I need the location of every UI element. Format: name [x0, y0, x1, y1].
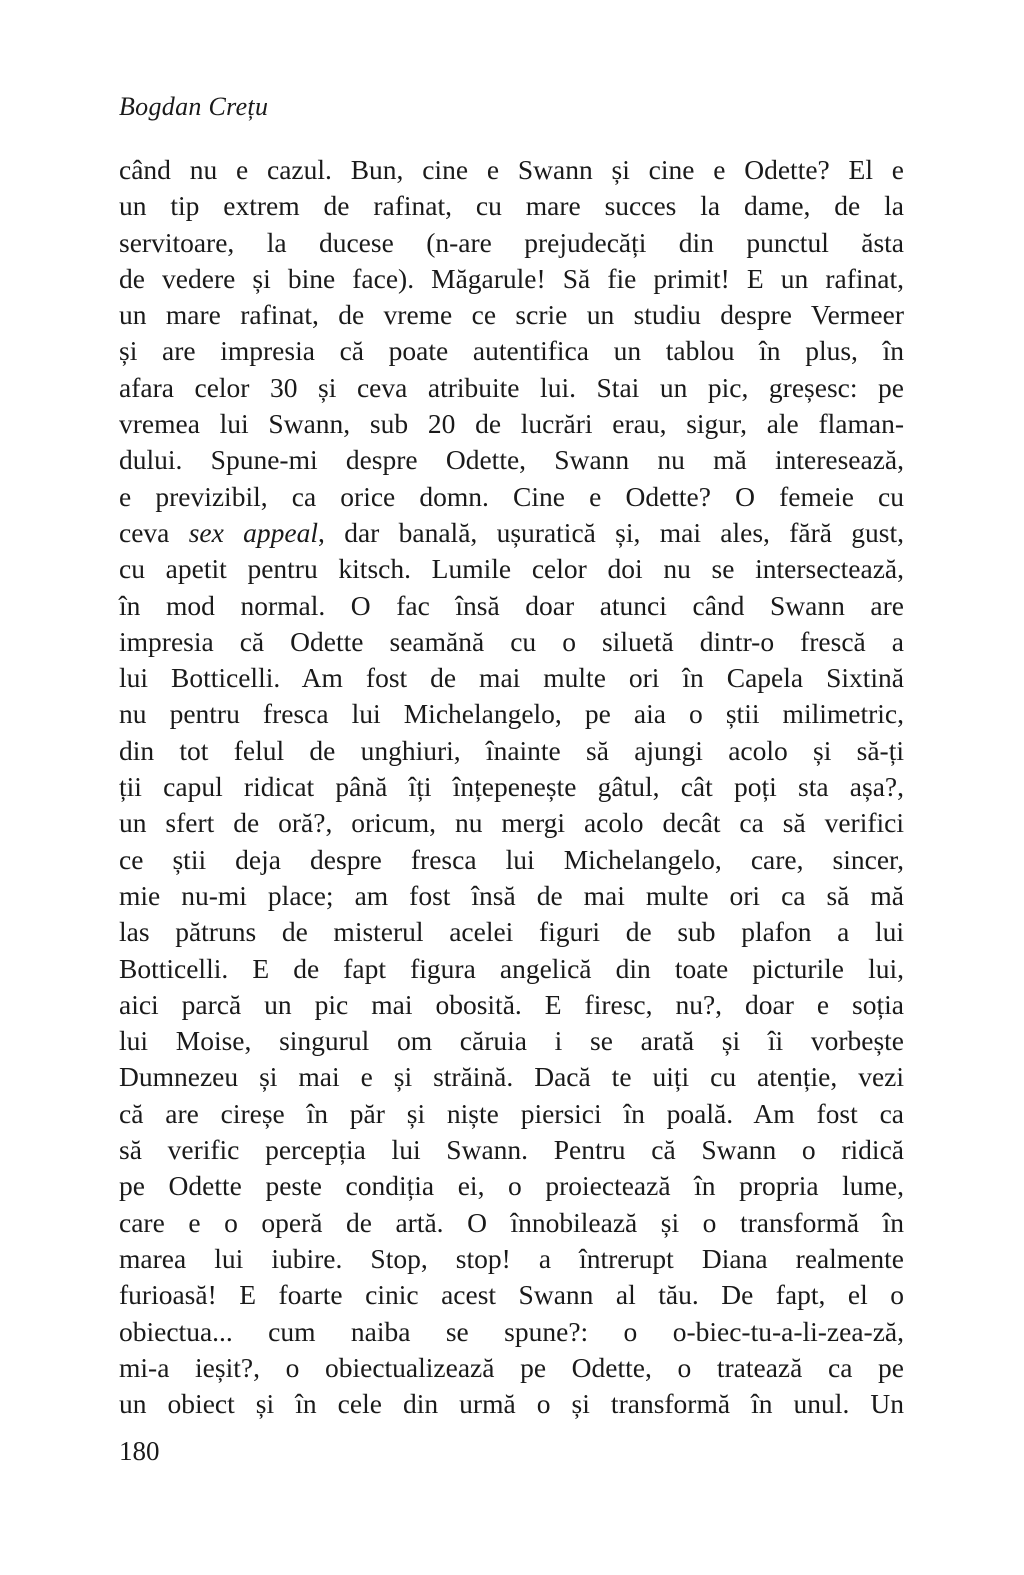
text-segment: , dar banală, ușuratică și, mai ales, fără gust, — [318, 516, 905, 548]
running-head: Bogdan Crețu — [119, 92, 269, 121]
text-line: servitoare, la ducese (n-are prejudecăți din punctul ăsta — [119, 226, 904, 258]
italic-phrase: sex appeal — [188, 516, 318, 548]
text-line: un mare rafinat, de vreme ce scrie un studiu despre Vermeer — [119, 299, 904, 331]
text-line: impresia că Odette seamănă cu o siluetă dintr-o frescă a — [119, 625, 904, 657]
text-line: mi-a ieșit?, o obiectualizează pe Odette, o tratează ca pe — [119, 1351, 904, 1383]
text-line: ții capul ridicat până îți înțepenește gâtul, cât poți sta așa?, — [119, 771, 904, 803]
text-line: un sfert de oră?, oricum, nu mergi acolo decât ca să verifici — [119, 807, 904, 839]
text-line: care e o operă de artă. O înnobilează și o transformă în — [119, 1206, 904, 1238]
page-number: 180 — [119, 1436, 160, 1466]
text-line: lui Moise, singurul om căruia i se arată și îi vorbește — [119, 1025, 904, 1057]
text-line: marea lui iubire. Stop, stop! a întrerupt Diana realmente — [119, 1242, 904, 1274]
text-line: Botticelli. E de fapt figura angelică din toate picturile lui, — [119, 952, 904, 984]
text-line: când nu e cazul. Bun, cine e Swann și cine e Odette? El e — [119, 154, 904, 185]
text-line: mie nu-mi place; am fost însă de mai multe ori ca să mă — [119, 879, 904, 911]
text-line: ce știi deja despre fresca lui Michelangelo, care, sincer, — [119, 843, 904, 875]
text-line: obiectua... cum naiba se spune?: o o-biec-tu-a-li-zea-ză, — [119, 1315, 904, 1347]
text-line: cu apetit pentru kitsch. Lumile celor doi nu se intersectează, — [119, 553, 904, 585]
text-line: în mod normal. O fac însă doar atunci când Swann are — [119, 589, 904, 621]
text-segment: ceva — [119, 516, 189, 548]
body-text — [119, 152, 904, 1422]
text-line: de vedere și bine face). Măgarule! Să fie primit! E un rafinat, — [119, 262, 904, 294]
text-line-with-italic — [119, 515, 904, 551]
text-line: Dumnezeu și mai e și străină. Dacă te uiți cu atenție, vezi — [119, 1061, 904, 1093]
text-line: că are cireșe în păr și niște piersici în poală. Am fost ca — [119, 1097, 904, 1129]
text-line: un tip extrem de rafinat, cu mare succes la dame, de la — [119, 190, 904, 222]
text-line: aici parcă un pic mai obosită. E firesc, nu?, doar e soția — [119, 988, 904, 1020]
text-line: lui Botticelli. Am fost de mai multe ori în Capela Sixtină — [119, 662, 904, 694]
text-line: să verific percepția lui Swann. Pentru că Swann o ridică — [119, 1134, 904, 1166]
text-line: vremea lui Swann, sub 20 de lucrări erau, sigur, ale flaman- — [119, 408, 904, 440]
text-line: furioasă! E foarte cinic acest Swann al tău. De fapt, el o — [119, 1279, 904, 1311]
text-line: e previzibil, ca orice domn. Cine e Odette? O femeie cu — [119, 480, 904, 512]
text-line: un obiect și în cele din urmă o și transformă în unul. Un — [119, 1388, 904, 1420]
text-line: pe Odette peste condiția ei, o proiectează în propria lume, — [119, 1170, 904, 1202]
text-line: și are impresia că poate autentifica un tablou în plus, în — [119, 335, 904, 367]
text-line: las pătruns de misterul acelei figuri de sub plafon a lui — [119, 916, 904, 948]
text-line: din tot felul de unghiuri, înainte să ajungi acolo și să-ți — [119, 734, 904, 766]
text-line: afara celor 30 și ceva atribuite lui. Stai un pic, greșesc: pe — [119, 371, 904, 403]
text-line: dului. Spune-mi despre Odette, Swann nu mă interesează, — [119, 444, 904, 476]
text-line: nu pentru fresca lui Michelangelo, pe aia o știi milimetric, — [119, 698, 904, 730]
